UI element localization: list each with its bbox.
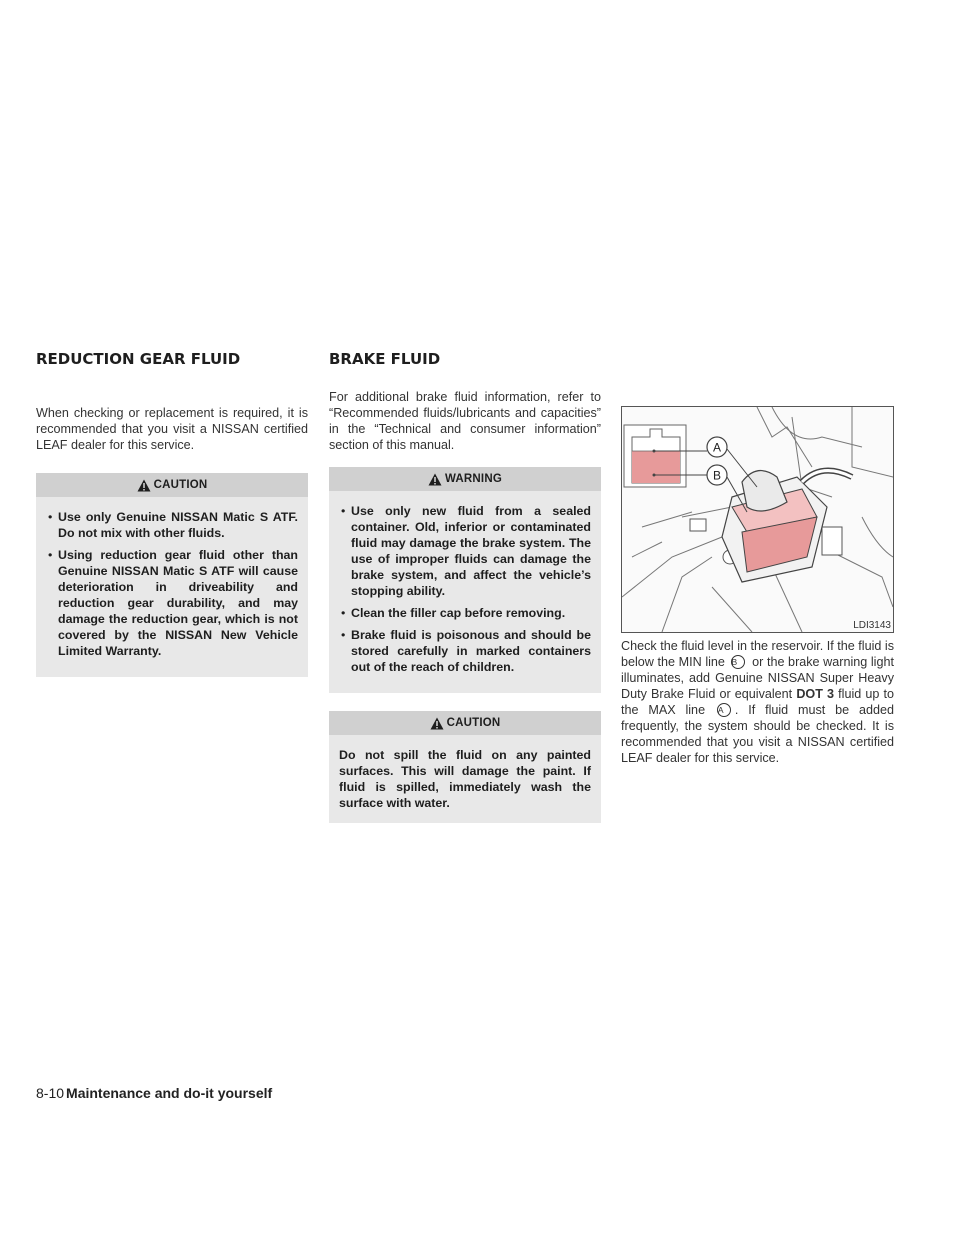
caution-item: • Using reduction gear fluid other than Genuine NISSAN Matic S ATF will cause deterioration in driveability and reduction gear durability, and may damage the reduction gear, which is not covered by the NISSAN New Vehicle Limited Warranty.: [46, 547, 298, 659]
alert-triangle-icon: [430, 717, 444, 730]
brake-column: [329, 389, 601, 823]
check-part-2: or the brake warning light illuminates, add Genuine NISSAN Super Heavy Duty Brake Fluid or equivalent: [621, 655, 894, 701]
check-column: [621, 638, 894, 766]
brake-intro: For additional brake fluid information, refer to “Recommended fluids/lubricants and capacities” in the “Technical and consumer information” section of this manual.: [329, 390, 601, 452]
brake-warning-box: [329, 467, 601, 693]
check-part-1: Check the fluid level in the reservoir. If the fluid is below the MIN line: [621, 639, 894, 669]
label-a: A: [712, 440, 722, 455]
check-part-4: . If fluid must be added frequently, the system should be checked. It is recommended that you visit a NISSAN certified LEAF dealer for this service.: [621, 703, 895, 765]
caution-text: Do not spill the fluid on any painted surfaces. This will damage the paint. If fluid is spilled, immediately wash the surface with water.: [339, 748, 591, 810]
reduction-intro: When checking or replacement is required, it is recommended that you visit a NISSAN certified LEAF dealer for this service.: [36, 406, 308, 452]
brake-reservoir-illustration: [622, 407, 893, 632]
check-part-3: fluid up to the MAX line: [621, 687, 895, 717]
max-line-marker: A: [717, 703, 731, 717]
warning-item: • Clean the filler cap before removing.: [339, 605, 591, 621]
brake-reservoir-figure: [621, 406, 894, 633]
dot3-label: DOT 3: [796, 687, 835, 701]
page-number: 8-10: [36, 1085, 65, 1101]
figure-code: LDI3143: [853, 620, 891, 631]
caution-list: [46, 509, 298, 659]
warning-item: • Use only new fluid from a sealed container. Old, inferior or contaminated fluid may damage the brake system. The use of improper fluids can damage the brake system, and affect the vehicle’s stopping ability.: [339, 503, 591, 599]
caution-header: [36, 473, 308, 497]
caution-item: • Use only Genuine NISSAN Matic S ATF. Do not mix with other fluids.: [46, 509, 298, 541]
alert-triangle-icon: [428, 473, 442, 486]
reduction-gear-heading: REDUCTION GEAR FLUID: [36, 350, 241, 368]
page-footer: [36, 1085, 272, 1101]
warning-list: [339, 503, 591, 675]
brake-fluid-heading: BRAKE FLUID: [329, 350, 441, 368]
brake-caution-box: [329, 711, 601, 823]
warning-header: [329, 467, 601, 491]
check-text: [621, 638, 894, 766]
caution-title: CAUTION: [153, 479, 208, 491]
alert-triangle-icon: [137, 479, 151, 492]
label-b: B: [712, 468, 722, 483]
caution-header: [329, 711, 601, 735]
caution-title: CAUTION: [446, 717, 501, 729]
section-title: Maintenance and do-it yourself: [66, 1085, 273, 1101]
warning-title: WARNING: [445, 473, 502, 485]
warning-item: • Brake fluid is poisonous and should be stored carefully in marked containers out of the reach of children.: [339, 627, 591, 675]
reduction-column: [36, 405, 308, 677]
min-line-marker: B: [731, 655, 745, 669]
reduction-caution-box: [36, 473, 308, 677]
